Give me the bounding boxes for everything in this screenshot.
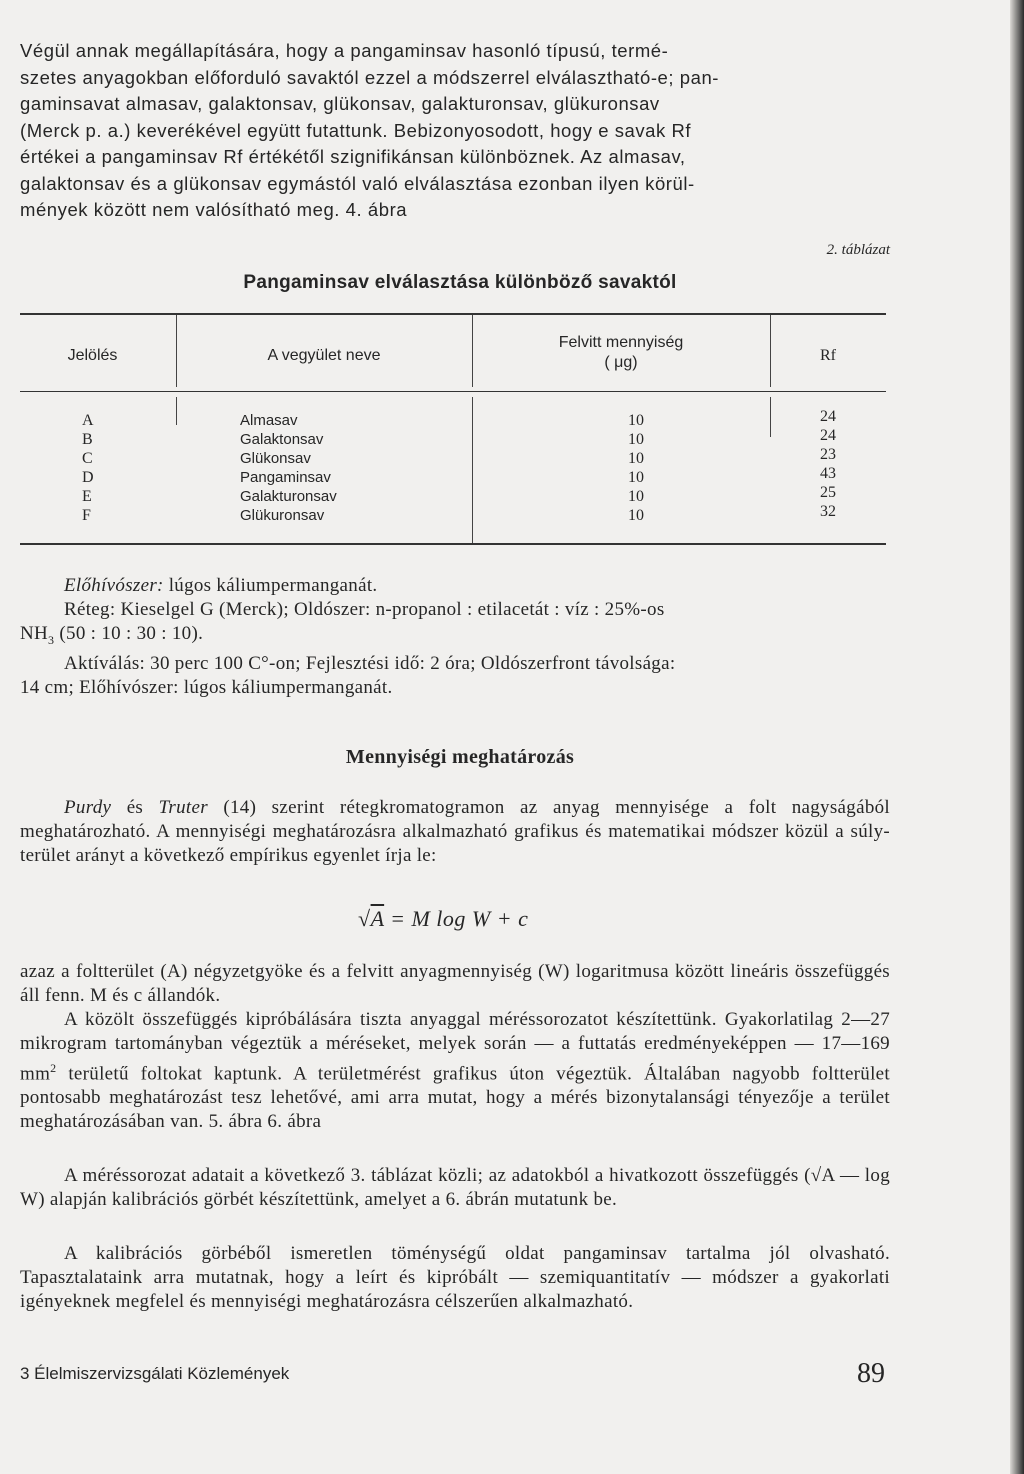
header-jeloles: Jelölés [67, 347, 118, 364]
note-nh3-ratio: (50 : 10 : 30 : 10). [54, 623, 204, 644]
notes-block [20, 574, 890, 700]
section-paragraph-2: azaz a foltterület (A) négyzetgyöke és a felvitt anyagmennyiség (W) logaritmusa között lineáris összefüggés áll fenn. M és c állandók. [20, 961, 890, 1006]
table-cell: B [82, 431, 93, 448]
intro-line-2: szetes anyagokban előforduló savaktól ezzel a módszerrel elválasztható-e; pan- [20, 66, 719, 88]
table-cell: 32 [820, 503, 836, 520]
table-cell: Almasav [240, 412, 298, 429]
intro-line-3: gaminsavat almasav, galaktonsav, glükonsav, galakturonsav, glükuronsav [20, 93, 660, 114]
intro-line-1: Végül annak megállapítására, hogy a pangaminsav hasonló típusú, termé- [20, 40, 669, 61]
p3-pre: A közölt összefüggés kipróbálására tiszta anyaggal méréssorozatot készítettünk. Gyakorlatilag 2—27 mikrogram tartományban végeztük a méréseket, melyek során — a futtatás eredményeképpen — 17—169 mm [20, 1009, 890, 1085]
table-cell: Galaktonsav [240, 431, 324, 448]
table-cell: 10 [628, 507, 644, 524]
formula-a: A [370, 906, 385, 931]
page-edge [1010, 0, 1024, 1474]
header-rf: Rf [820, 347, 836, 364]
note-nh3-formula: NH [20, 623, 49, 644]
table-cell: 10 [628, 450, 644, 467]
table-cell: Galakturonsav [240, 488, 337, 505]
sqrt-symbol: √ [358, 906, 371, 931]
section-paragraph-1 [20, 796, 890, 868]
p1-and: és [111, 797, 159, 818]
table-label: 2. táblázat [826, 242, 890, 258]
table-cell: C [82, 450, 93, 467]
note-nh3-sub: 3 [48, 632, 55, 647]
table-cell: A [82, 412, 94, 429]
intro-line-5: értékei a pangaminsav Rf értékétől szignifikánsan különböznek. Az almasav, [20, 146, 686, 167]
section-paragraph-5: A kalibrációs görbéből ismeretlen töménységű oldat pangaminsav tartalma jól olvasható. Tapasztalataink arra mutatnak, hogy a leírt és kipróbált — szemiquantitatív — módszer a gyakorlati igényeknek megfelel és mennyiségi meghatározásra célszerűen alkalmazható. [20, 1243, 890, 1312]
table-cell: 25 [820, 484, 836, 501]
note-elohivo-text: lúgos káliumpermanganát. [163, 575, 378, 596]
table-divider [472, 397, 473, 543]
note-nh3 [20, 622, 890, 652]
table-cell: D [82, 469, 94, 486]
table-cell: E [82, 488, 92, 505]
note-reteg: Réteg: Kieselgel G (Merck); Oldószer: n-propanol : etilacetát : víz : 25%-os [64, 599, 665, 620]
table-cell: 24 [820, 408, 836, 425]
table-cell: Glükuronsav [240, 507, 325, 524]
note-aktivalas-2: 14 cm; Előhívószer: lúgos káliumpermanganát. [20, 676, 393, 698]
table-divider [770, 397, 771, 437]
footer-journal: 3 Élelmiszervizsgálati Közlemények [20, 1364, 290, 1383]
formula [358, 906, 528, 932]
note-aktivalas-1: Aktíválás: 30 perc 100 C°-on; Fejlesztési idő: 2 óra; Oldószerfront távolsága: [64, 652, 676, 674]
header-felvitt-line2: ( μg) [604, 354, 638, 371]
formula-rest: = M log W + c [384, 906, 529, 931]
col-rf [820, 407, 836, 521]
header-felvitt [472, 333, 770, 373]
table-cell: Pangaminsav [240, 469, 331, 486]
table-divider [176, 397, 177, 425]
intro-line-6: galaktonsav és a glükonsav egymástól való elválasztása ezonban ilyen körül- [20, 172, 695, 194]
table-cell: 10 [628, 469, 644, 486]
table-cell: 23 [820, 446, 836, 463]
table-cell: 10 [628, 488, 644, 505]
table-cell: F [82, 507, 91, 524]
intro-line-7: mények között nem valósítható meg. 4. ábra [20, 199, 408, 220]
p1-rest: (14) szerint rétegkromatogramon az anyag mennyisége a folt nagyságából meghatározható. A mennyiségi meghatározásra alkalmazható grafikus és matematikai módszer közül a súly-terület arányt a következő empírikus egyenlet írja le: [20, 797, 891, 866]
note-elohivo-label: Előhívószer: [64, 575, 164, 596]
section-title: Mennyiségi meghatározás [345, 746, 575, 768]
section-paragraph-4: A méréssorozat adatait a következő 3. táblázat közli; az adatokból a hivatkozott összefüggés (√A — log W) alapján kalibrációs görbét készítettünk, amelyet a 6. ábrán mutatunk be. [20, 1165, 890, 1210]
col-vegyulet [240, 411, 337, 525]
author-purdy: Purdy [64, 797, 112, 818]
col-mennyiseg [628, 411, 644, 525]
page-number: 89 [857, 1358, 885, 1389]
p3-post: területű foltokat kaptunk. A területmérést grafikus úton végeztük. Általában nagyobb foltterület pontosabb meghatározást tesz lehetővé, ami arra mutat, hogy a mérés bizonytalansági tényezője a terület meghatározásában van. 5. ábra 6. ábra [20, 1063, 890, 1133]
table-cell: 43 [820, 465, 836, 482]
intro-paragraph [20, 38, 890, 224]
table-header-divider [20, 391, 886, 392]
col-jeloles [82, 411, 94, 525]
intro-line-4: (Merck p. a.) keverékével együtt futattunk. Bebizonyosodott, hogy e savak Rf [20, 119, 692, 141]
header-felvitt-line1: Felvitt mennyiség [558, 334, 684, 351]
table-cell: 10 [628, 431, 644, 448]
table-cell: 24 [820, 427, 836, 444]
author-truter: Truter [158, 797, 208, 818]
table-cell: Glükonsav [240, 450, 311, 467]
table-title: Pangaminsav elválasztása különböző savaktól [243, 272, 677, 293]
data-table [20, 313, 886, 545]
section-paragraph-3 [20, 1008, 890, 1134]
header-vegyulet: A vegyület neve [267, 347, 381, 364]
p3-sup: 2 [50, 1061, 57, 1075]
table-cell: 10 [628, 412, 644, 429]
note-elohivo [20, 574, 890, 598]
